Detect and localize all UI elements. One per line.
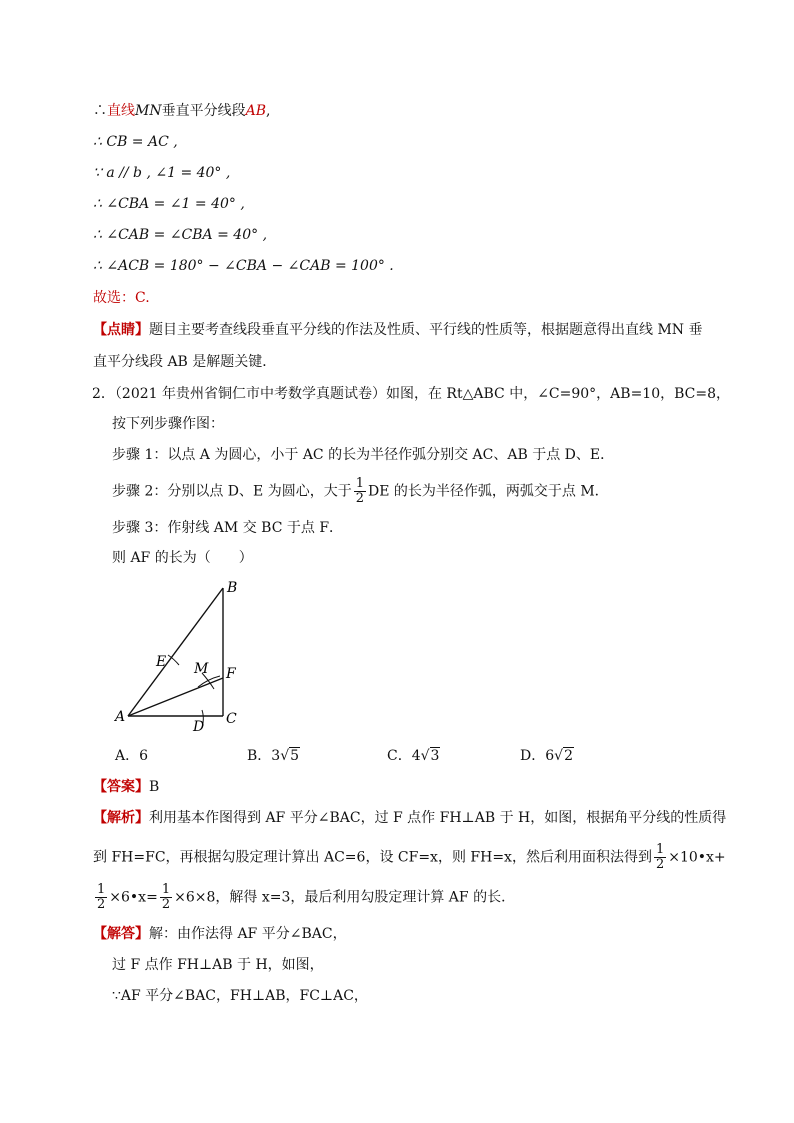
analysis-line-3: $\frac{1}{2}$ ×6•x= $\frac{1}{2}$ ×6×8，解得 x=3，最后利用勾股定理计算 AF 的长． bbox=[97, 882, 516, 912]
step-1: 步骤 1：以点 A 为圆心，小于 AC 的长为半径作弧分别交 AC、AB 于点 D、E． bbox=[112, 447, 615, 463]
line-5: ∴ ∠CAB = ∠CBA = 40° , bbox=[93, 227, 268, 243]
question-title: 2．（2021 年贵州省铜仁市中考数学真题试卷）如图，在 Rt△ABC 中，∠C=90°，AB=10，BC=8， bbox=[92, 386, 731, 402]
triangle-figure bbox=[110, 575, 250, 735]
label-c: C bbox=[226, 711, 237, 727]
choice-line: 故选：C. bbox=[93, 290, 150, 306]
label-e: E bbox=[156, 654, 167, 670]
line-1: ∴直线MN垂直平分线段AB, bbox=[93, 103, 271, 119]
step-2: 步骤 2：分别以点 D、E 为圆心，大于 $\frac{1}{2}$ DE 的长为半径作弧，两弧交于点 M． bbox=[112, 476, 609, 506]
analysis-line-2: 到 FH=FC，再根据勾股定理计算出 AC=6，设 CF=x，则 FH=x，然后利用面积法得到 $\frac{1}{2}$ ×10•x+ bbox=[93, 842, 726, 872]
line-6: ∴ ∠ACB = 180° − ∠CBA − ∠CAB = 100° . bbox=[93, 258, 394, 274]
fraction: $\frac{1}{2}$ bbox=[655, 842, 665, 872]
solution-line-2: 过 F 点作 FH⊥AB 于 H，如图， bbox=[112, 957, 324, 973]
fraction: $\frac{1}{2}$ bbox=[97, 882, 106, 912]
answer-line: 【答案】B bbox=[93, 779, 160, 795]
option-b: B．3√5 bbox=[247, 748, 300, 764]
fraction: $\frac{1}{2}$ bbox=[161, 882, 171, 912]
label-b: B bbox=[227, 580, 238, 596]
solution-line-3: ∵AF 平分∠BAC，FH⊥AB，FC⊥AC， bbox=[112, 988, 368, 1004]
question-ask: 则 AF 的长为（ ） bbox=[112, 550, 253, 566]
fraction: $\frac{1}{2}$ bbox=[355, 476, 364, 506]
option-a: A．6 bbox=[115, 748, 149, 764]
tip-line-2: 直平分线段 AB 是解题关键． bbox=[93, 354, 277, 370]
line-2: ∴ CB = AC , bbox=[93, 134, 178, 150]
tip-line: 【点睛】题目主要考查线段垂直平分线的作法及性质、平行线的性质等，根据题意得出直线 MN 垂 bbox=[93, 322, 703, 338]
solution-line-1: 【解答】解：由作法得 AF 平分∠BAC， bbox=[93, 926, 347, 942]
label-a: A bbox=[115, 709, 126, 725]
label-d: D bbox=[193, 719, 205, 735]
line-3: ∵ a // b , ∠1 = 40° , bbox=[93, 165, 231, 181]
analysis-line-1: 【解析】利用基本作图得到 AF 平分∠BAC，过 F 点作 FH⊥AB 于 H，如图，根据角平分线的性质得 bbox=[93, 810, 727, 826]
option-d: D．6√2 bbox=[520, 748, 573, 764]
label-m: M bbox=[194, 661, 209, 677]
step-3: 步骤 3：作射线 AM 交 BC 于点 F． bbox=[112, 520, 344, 536]
option-c: C．4√3 bbox=[387, 748, 440, 764]
label-f: F bbox=[226, 666, 236, 682]
line-4: ∴ ∠CBA = ∠1 = 40° , bbox=[93, 196, 245, 212]
question-subtitle: 按下列步骤作图： bbox=[112, 416, 224, 432]
